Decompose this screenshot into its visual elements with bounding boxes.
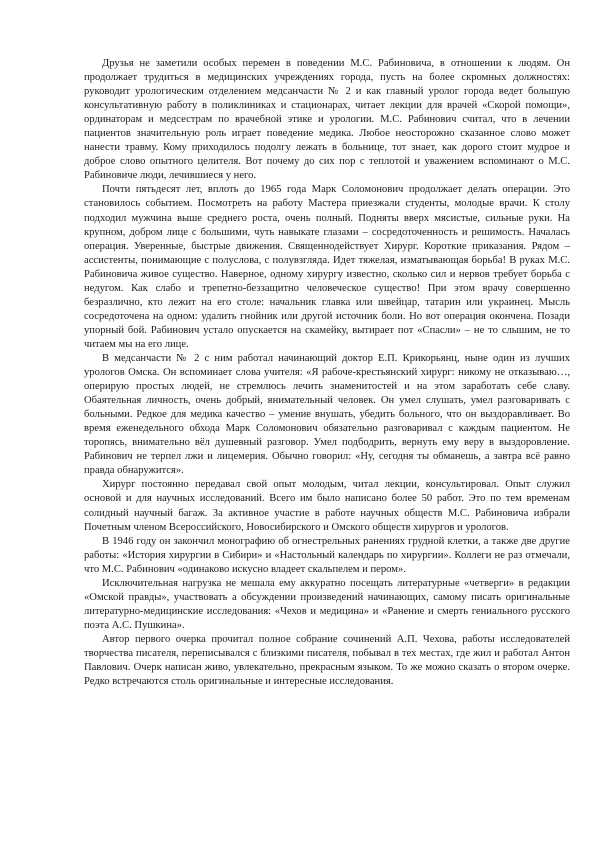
paragraph: В медсанчасти № 2 с ним работал начинающий доктор Е.П. Крикорьянц, ныне один из лучших урологов Омска. Он вспоминает слова учителя: «Я рабоче-крестьянский хирург: никому не отказываю…, оперирую простых людей, не стремлюсь лечить знаменитостей и на этом заработать себе славу. Обаятельная личность, очень добрый, внимательный человек. Он умел слушать, умел разговаривать с больными. Редкое для медика качество – умение внушать, убедить больного, что он выздоравливает. Во время еженедельного обхода Марк Соломонович обязательно разговаривал с каждым пациентом. Не торопясь, внимательно вёл душевный разговор. Умел подбодрить, вернуть ему веру в выздоровление. Рабинович не терпел лжи и лицемерия. Обычно говорил: «Ну, сегодня ты обманешь, а завтра всё равно правда обнаружится». [84, 352, 570, 477]
document-body [84, 57, 570, 689]
paragraph: Автор первого очерка прочитал полное собрание сочинений А.П. Чехова, работы исследователей творчества писателя, переписывался с близкими писателя, побывал в тех местах, где жил и работал Антон Павлович. Очерк написан живо, увлекательно, прекрасным языком. То же можно сказать о втором очерке. Редко встречаются столь оригинальные и интересные исследования. [84, 633, 570, 688]
paragraph: Хирург постоянно передавал свой опыт молодым, читал лекции, консультировал. Опыт служил основой и для научных исследований. Всего им было написано более 50 работ. Это по тем временам солидный научный багаж. За активное участие в работе научных обществ М.С. Рабиновича избрали Почетным членом Всероссийского, Новосибирского и Омского обществ хирургов и урологов. [84, 479, 570, 533]
paragraph: Почти пятьдесят лет, вплоть до 1965 года Марк Соломонович продолжает делать операции. Это становилось событием. Посмотреть на работу Мастера приезжали студенты, молодые врачи. К столу подходил мужчина выше среднего роста, очень полный. Подняты вверх мясистые, сильные руки. На крупном, добром лице с большими, чуть навыкате глазами – сосредоточенность и решимость. Началась операция. Уверенные, быстрые движения. Священнодействует Хирург. Короткие приказания. Рядом – ассистенты, понимающие с полуслова, с полувзгляда. Идет тяжелая, изматывающая борьба! В руках М.С. Рабиновича живое существо. Наверное, одному хирургу известно, сколько сил и нервов требует борьба с недугом. Как слабо и трепетно-беззащитно человеческое существо! При этом врачу совершенно безразлично, кто лежит на его столе: начальник главка или швейцар, татарин или украинец. Мысль сосредоточена на одном: удалить гнойник или другой источник боли. Но вот операция окончена. Позади упорный бой. Рабинович устало опускается на скамейку, вытирает пот «Спасли» – не то слышим, не то читаем мы на его лице. [84, 184, 570, 350]
paragraph: Друзья не заметили особых перемен в поведении М.С. Рабиновича, в отношении к людям. Он продолжает трудиться в медицинских учреждениях города, пусть на более скромных должностях: руководит урологическим отделением медсанчасти № 2 и как главный уролог города ведет большую консультативную работу в поликлиниках и стационарах, читает лекции для врачей «Скорой помощи», ординаторам и медсестрам по врачебной этике и урологии. М.С. Рабинович считал, что в лечении пациентов значительную роль играет поведение медика. Любое неосторожно сказанное слово может нанести травму. Кому приходилось подолгу лежать в больнице, тот знает, как дорого стоит мудрое и доброе слово опытного целителя. Вот почему до сих пор с теплотой и уважением вспоминают о М.С. Рабиновиче люди, лечившиеся у него. [84, 58, 570, 182]
paragraph: В 1946 году он закончил монографию об огнестрельных ранениях грудной клетки, а также две другие работы: «История хирургии в Сибири» и «Настольный календарь по хирургии». Коллеги не раз отмечали, что М.С. Рабинович «одинаково искусно владеет скальпелем и пером». [84, 535, 570, 575]
paragraph: Исключительная нагрузка не мешала ему аккуратно посещать литературные «четверги» в редакции «Омской правды», участвовать а обсуждении произведений начинающих, самому писать оригинальные литературно-медицинские исследования: «Чехов и медицина» и «Ранение и смерть гениального русского поэта А.С. Пушкина». [84, 577, 570, 631]
